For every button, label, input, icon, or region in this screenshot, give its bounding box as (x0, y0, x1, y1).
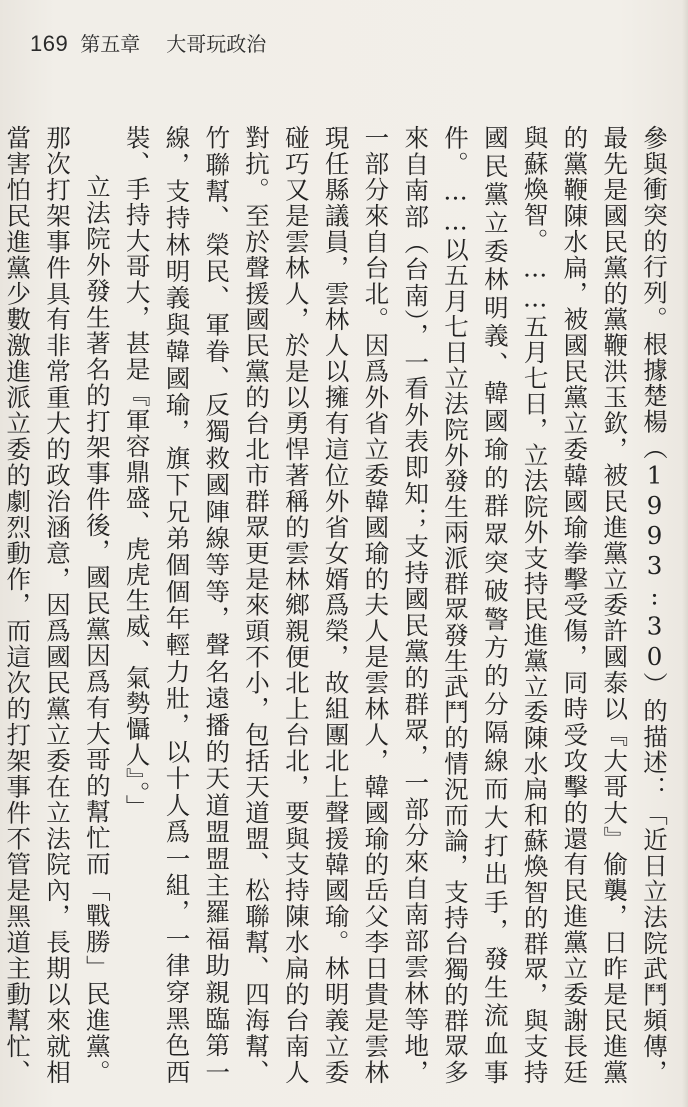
chapter-label: 第五章 (80, 32, 141, 56)
running-header (30, 28, 266, 57)
vertical-body-text (3, 125, 674, 1085)
paragraph-commentary: 立法院外發生著名的打架事件後，國民黨因爲有大哥的幫忙而「戰勝」民進黨。那次打架事件具有非常重大的政治涵意，因爲國民黨立委在立法院內，長期以來就相當害怕民進黨少數激進派立委的劇烈動作，而這次的打架事件不管是黑道主動幫忙、 (3, 125, 112, 1085)
paragraph-quote: 參與衝突的行列。根據楚楊（1993:30）的描述：「近日立法院武鬥頻傳，最先是國民黨的黨鞭洪玉欽，被民進黨立委許國泰以『大哥大』偷襲，日昨是民進黨的黨鞭陳水扁，被國民黨立委韓國瑜拳擊受傷，同時受攻擊的還有民進黨立委謝長廷與蘇煥智。……五月七日，立法院外支持民進黨立委陳水扁和蘇煥智的群眾，與支持國民黨立委林明義、韓國瑜的群眾突破警方的分隔線而大打出手，發生流血事件。……以五月七日立法院外發生兩派群眾發生武鬥的情況而論，支持台獨的群眾多來自南部（台南），一看外表即知；支持國民黨的群眾，一部分來自南部雲林等地，一部分來自台北。因爲外省立委韓國瑜的夫人是雲林人，韓國瑜的岳父李日貴是雲林現任縣議員，雲林人以擁有這位外省女婿爲榮，故組團北上聲援韓國瑜。林明義立委碰巧又是雲林人，於是以勇悍著稱的雲林鄉親便北上台北，要與支持陳水扁的台南人對抗。至於聲援國民黨的台北市群眾更是來頭不小，包括天道盟、松聯幫、四海幫、竹聯幫、榮民、軍眷、反獨救國陣線等等，聲名遠播的天道盟盟主羅福助親臨第一線，支持林明義與韓國瑜，旗下兄弟個個年輕力壯，以十人爲一組，一律穿黑色西裝、手持大哥大，甚是『軍容鼎盛、虎虎生威、氣勢懾人』。」 (122, 125, 669, 1085)
page-number: 169 (30, 31, 69, 56)
chapter-title: 大哥玩政治 (166, 32, 267, 56)
page-edge-shadow (682, 0, 688, 1107)
